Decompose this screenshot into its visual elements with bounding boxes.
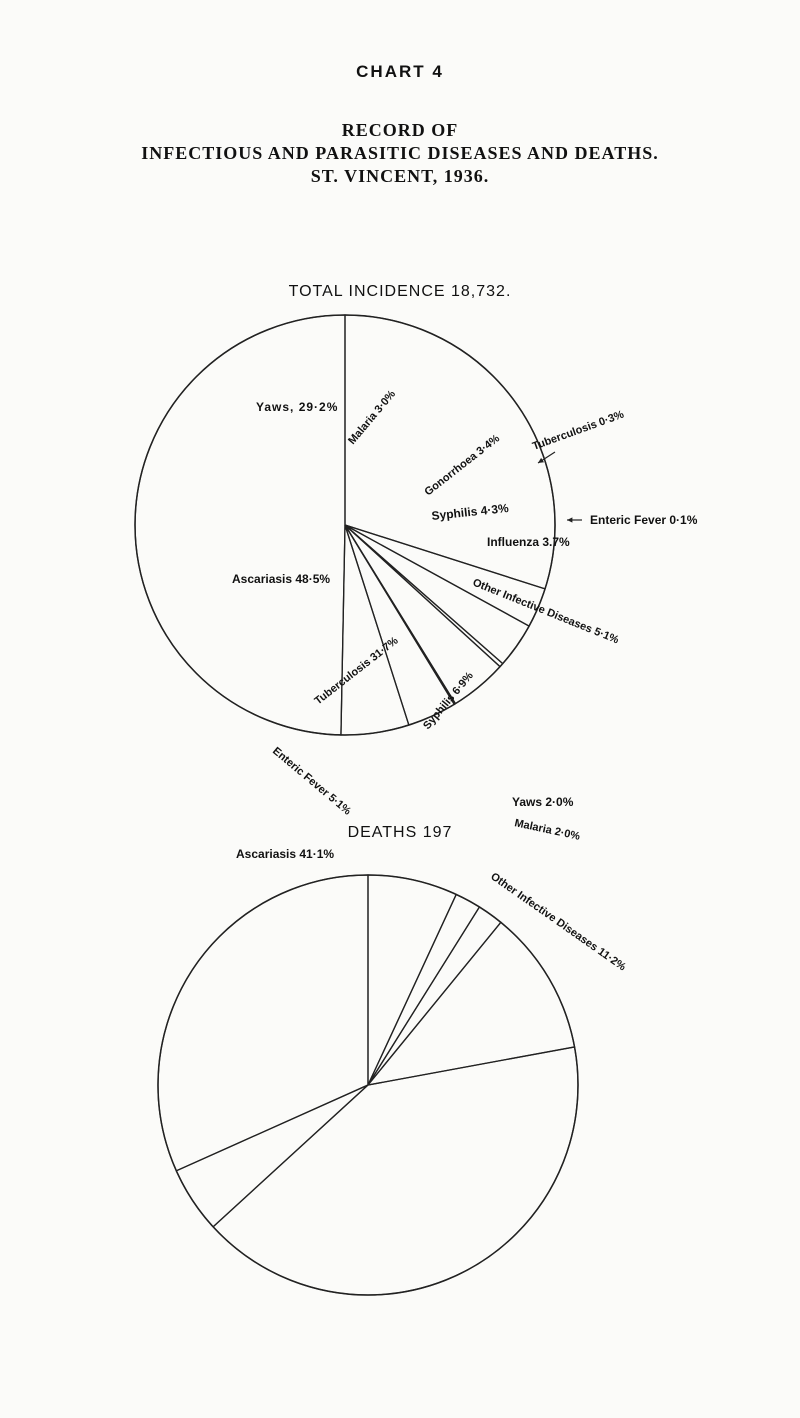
incidence-slice-syphilis xyxy=(345,525,500,704)
deaths-slice-enteric-fever xyxy=(176,1085,368,1227)
deaths-label-syphilis: Syphilis 6·9% xyxy=(421,669,476,732)
deaths-pie xyxy=(158,635,628,1295)
subject-title: INFECTIOUS AND PARASITIC DISEASES AND DEATHS. xyxy=(141,143,659,163)
deaths-label-malaria: Malaria 2·0% xyxy=(513,817,582,843)
deaths-label-yaws: Yaws 2·0% xyxy=(512,795,574,809)
incidence-pie xyxy=(135,315,698,735)
incidence-label-enteric-fever: Enteric Fever 0·1% xyxy=(590,513,698,527)
deaths-slice-tuberculosis xyxy=(158,875,368,1171)
incidence-pointer-head-enteric-fever xyxy=(567,517,572,522)
incidence-label-influenza: Influenza 3.7% xyxy=(487,535,570,549)
deaths-label-other-infective-diseases: Other Infective Diseases 11·2% xyxy=(488,870,628,974)
incidence-label-malaria: Malaria 3·0% xyxy=(346,388,399,447)
incidence-pointer-head-tuberculosis xyxy=(538,458,544,463)
incidence-label-gonorrhoea: Gonorrhoea 3·4% xyxy=(422,432,503,499)
place-year: ST. VINCENT, 1936. xyxy=(310,166,490,186)
deaths-label-ascariasis: Ascariasis 41·1% xyxy=(236,847,335,861)
chart-number: CHART 4 xyxy=(356,62,444,81)
deaths-slice-syphilis xyxy=(368,875,456,1085)
incidence-label-syphilis: Syphilis 4·3% xyxy=(430,500,510,523)
incidence-chart-title: TOTAL INCIDENCE 18,732. xyxy=(288,283,512,300)
deaths-slice-ascariasis xyxy=(213,1047,578,1295)
deaths-slice-yaws xyxy=(368,894,479,1085)
incidence-label-ascariasis: Ascariasis 48·5% xyxy=(232,572,331,586)
deaths-label-enteric-fever: Enteric Fever 5·1% xyxy=(270,745,354,818)
deaths-slice-other-infective-diseases xyxy=(368,922,575,1085)
incidence-slice-ascariasis xyxy=(135,315,345,735)
incidence-label-other-infective-diseases: Other Infective Diseases 5·1% xyxy=(470,576,621,647)
deaths-label-tuberculosis: Tuberculosis 31·7% xyxy=(312,634,401,708)
deaths-chart-title: DEATHS 197 xyxy=(347,824,453,841)
incidence-label-tuberculosis: Tuberculosis 0·3% xyxy=(530,408,626,453)
record-title: RECORD OF xyxy=(341,120,459,140)
deaths-slice-malaria xyxy=(368,907,501,1085)
incidence-label-yaws: Yaws, 29·2% xyxy=(256,400,339,414)
incidence-slice-other-infective-diseases xyxy=(341,525,409,735)
